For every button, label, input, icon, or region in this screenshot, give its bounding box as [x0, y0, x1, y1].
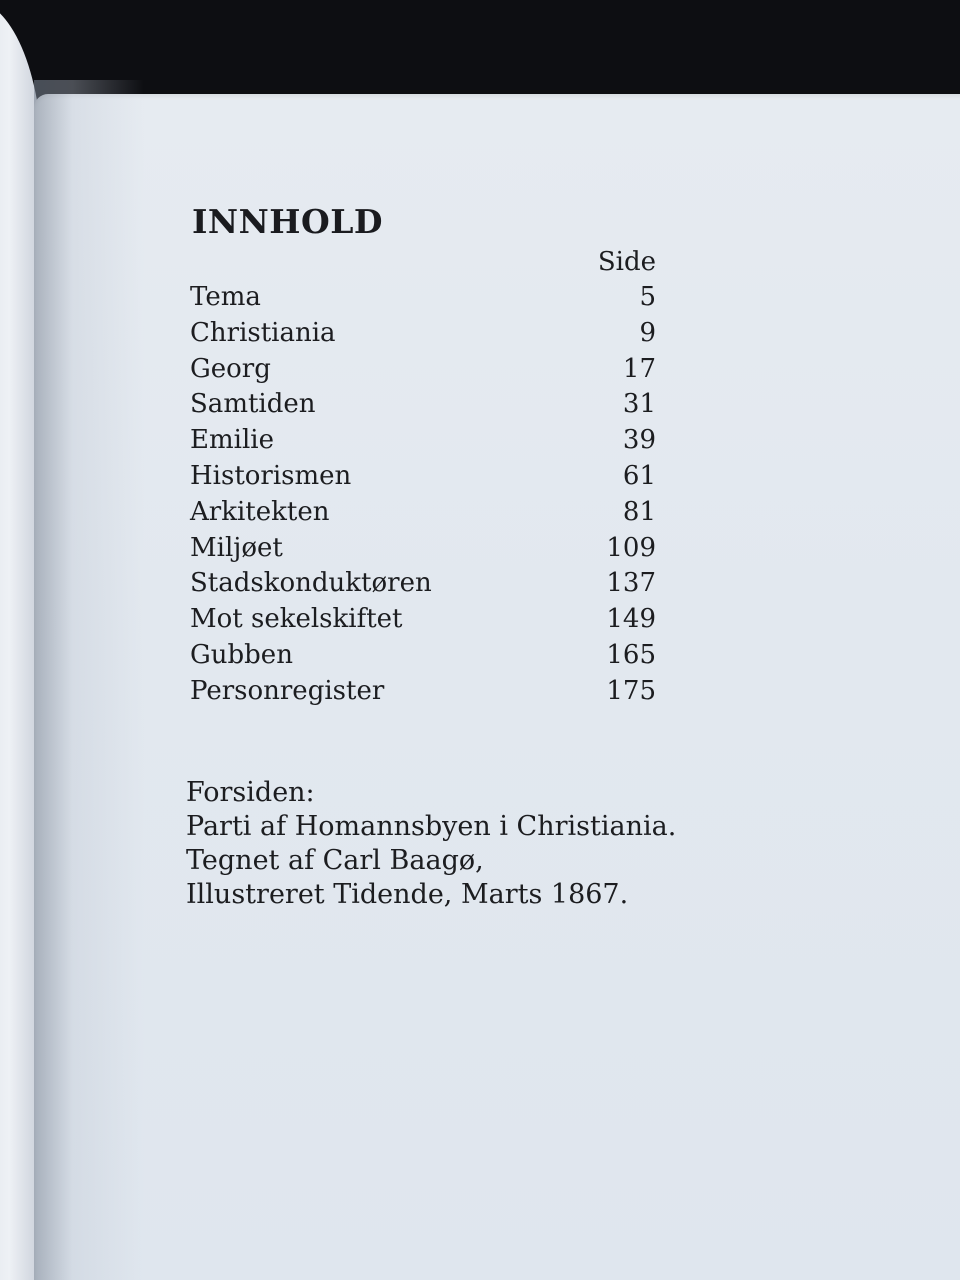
toc-entry-page: 39: [622, 425, 656, 456]
toc-entry-page: 165: [606, 639, 656, 670]
toc-entry-page: 175: [606, 675, 656, 706]
toc-entry: [186, 316, 656, 352]
toc-entry: [186, 638, 656, 674]
toc-entry-title: Georg: [190, 353, 271, 384]
toc-entry: [186, 602, 656, 638]
toc-entry-page: 149: [606, 604, 656, 635]
toc-entry-title: Miljøet: [190, 532, 283, 563]
toc-entry-page: 17: [622, 353, 656, 384]
toc-entry-page: 61: [622, 460, 656, 491]
caption-line: Illustreret Tidende, Marts 1867.: [186, 878, 629, 910]
table-of-contents: [186, 200, 726, 912]
toc-entry-page: 137: [606, 568, 656, 599]
toc-entry: [186, 423, 656, 459]
toc-entry-page: 31: [622, 389, 656, 420]
toc-entry-page: 9: [639, 317, 656, 348]
toc-entry: [186, 674, 656, 710]
toc-entry-page: 5: [639, 282, 656, 312]
spine-shadow: [34, 80, 144, 1280]
toc-entry-title: Emilie: [190, 425, 274, 456]
toc-entry: [186, 459, 656, 495]
toc-entry: [186, 566, 656, 602]
toc-list: [186, 244, 656, 710]
toc-entry: [186, 387, 656, 423]
caption-line: Parti af Homannsbyen i Christiania.: [186, 810, 677, 842]
toc-entry-title: Christiania: [190, 317, 336, 348]
page-column-header: Side: [597, 247, 656, 277]
toc-entry-title: Historismen: [190, 460, 352, 491]
cover-caption: [186, 776, 726, 912]
toc-entry-page: 81: [622, 496, 656, 527]
toc-entry-title: Mot sekelskiftet: [190, 604, 403, 635]
toc-entry: [186, 495, 656, 531]
caption-line: Forsiden:: [186, 776, 315, 808]
toc-entry-title: Gubben: [190, 639, 293, 670]
toc-entry-title: Arkitekten: [190, 496, 330, 527]
toc-entry-title: Samtiden: [190, 389, 316, 420]
toc-entry-page: 109: [606, 532, 656, 563]
toc-entry: [186, 352, 656, 388]
page-title: INNHOLD: [192, 202, 384, 241]
toc-entry-title: Stadskonduktøren: [190, 568, 432, 599]
caption-line: Tegnet af Carl Baagø,: [186, 844, 484, 876]
toc-entry-title: Personregister: [190, 675, 385, 706]
toc-entry-title: Tema: [190, 282, 261, 312]
toc-entry: [186, 280, 656, 316]
toc-entry: [186, 531, 656, 567]
